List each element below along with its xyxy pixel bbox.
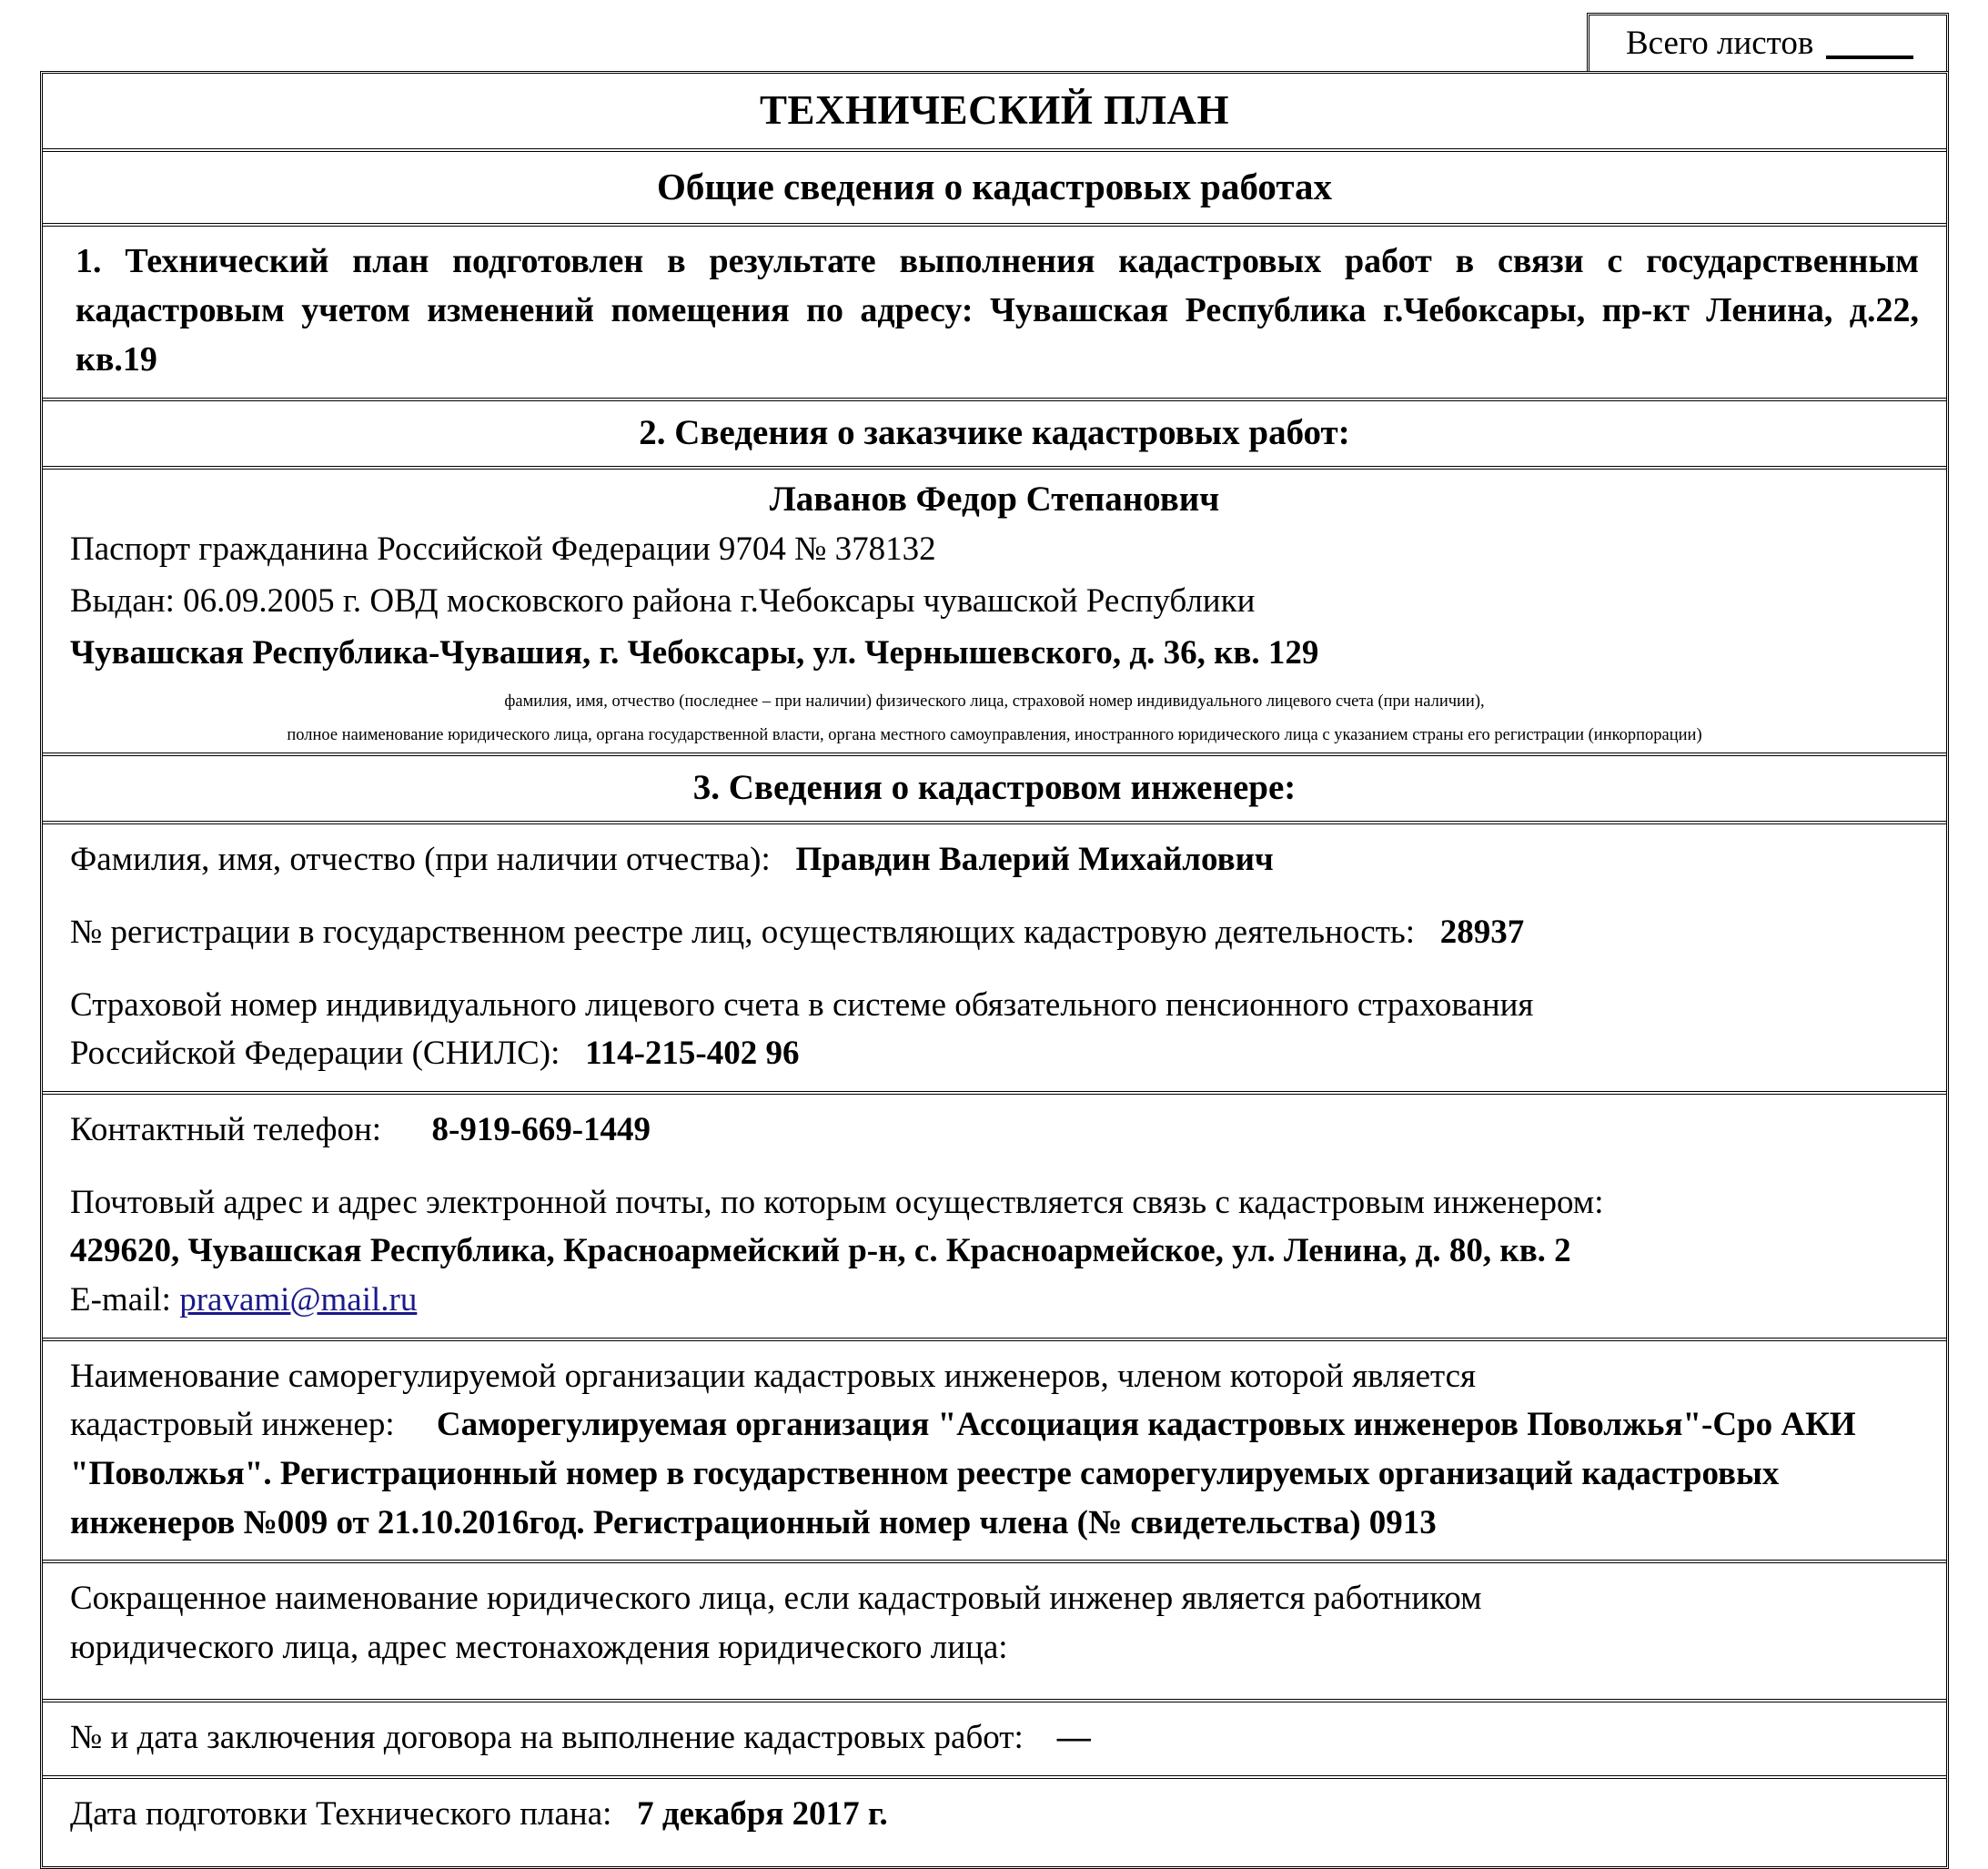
row-engineer-contacts <box>43 1095 1946 1341</box>
engineer-email-link[interactable]: pravami@mail.ru <box>179 1280 418 1318</box>
customer-note-line-2: полное наименование юридического лица, органа государственной власти, органа местного самоуправления, иностранного юридического лица с указанием страны его регистрации (инкорпорации) <box>287 726 1702 745</box>
engineer-postal-label: Почтовый адрес и адрес электронной почты, по которым осуществляется связь с кадастровым инженером: <box>70 1183 1604 1221</box>
engineer-fio-row <box>43 824 1946 897</box>
row-contract <box>43 1702 1946 1779</box>
engineer-registration-value: 28937 <box>1439 914 1525 952</box>
section-1-text: 1. Технический план подготовлен в результате выполнения кадастровых работ в связи с государственным кадастровым учетом изменений помещения по адресу: Чувашская Республика г.Чебоксары, пр-кт Ленина, д.22, кв.19 <box>76 242 1919 379</box>
document-subtitle: Общие сведения о кадастровых работах <box>656 166 1333 207</box>
preparation-date-row <box>43 1779 1946 1866</box>
contract-value: — <box>1056 1719 1091 1757</box>
engineer-fio-value: Правдин Валерий Михайлович <box>795 841 1274 879</box>
customer-note-line-1: фамилия, имя, отчество (последнее – при наличии) физического лица, страховой номер индивидуального лицевого счета (при наличии), <box>504 692 1485 711</box>
contract-label: № и дата заключения договора на выполнение кадастровых работ: <box>70 1719 1024 1757</box>
section-2-heading: 2. Сведения о заказчике кадастровых работ: <box>639 412 1350 452</box>
total-sheets-field <box>1587 13 1949 77</box>
engineer-postal-value: 429620, Чувашская Республика, Красноармейский р-н, с. Красноармейское, ул. Ленина, д. 80, кв. 2 <box>70 1232 1571 1270</box>
total-sheets-label: Всего листов <box>1626 25 1814 62</box>
engineer-registration-row <box>43 897 1946 970</box>
row-subtitle <box>43 152 1946 227</box>
engineer-snils-label-2: Российской Федерации (СНИЛС): <box>70 1035 560 1073</box>
total-sheets-blank[interactable] <box>1826 56 1913 59</box>
engineer-sro-value: Саморегулируемая организация "Ассоциация кадастровых инженеров Поволжья"-Сро АКИ "Поволжья". Регистрационный номер в государственном реестре саморегулируемых организаций кадастровых инженеров №009 от 21.10.2016год. Регистрационный номер члена (№ свидетельства) 0913 <box>70 1406 1856 1541</box>
row-preparation-date <box>43 1779 1946 1866</box>
legal-entity-label-2: юридического лица, адрес местонахождения юридического лица: <box>70 1628 1008 1666</box>
engineer-postal-row <box>43 1167 1946 1338</box>
engineer-sro-row <box>43 1341 1946 1561</box>
preparation-date-value: 7 декабря 2017 г. <box>637 1795 888 1834</box>
technical-plan-table <box>40 71 1949 1869</box>
engineer-snils-label-1: Страховой номер индивидуального лицевого счета в системе обязательного пенсионного страхования <box>70 985 1534 1024</box>
engineer-sro-label-1: Наименование саморегулируемой организации кадастровых инженеров, членом которой является <box>70 1357 1477 1395</box>
engineer-phone-value: 8-919-669-1449 <box>431 1111 651 1149</box>
row-engineer-identity <box>43 824 1946 1095</box>
legal-entity-row <box>43 1563 1946 1699</box>
row-title <box>43 74 1946 152</box>
row-section-1 <box>43 227 1946 401</box>
engineer-phone-row <box>43 1095 1946 1167</box>
section-3-heading: 3. Сведения о кадастровом инженере: <box>692 768 1297 808</box>
engineer-sro-label-2: кадастровый инженер: <box>70 1406 395 1444</box>
engineer-snils-row <box>43 970 1946 1091</box>
document-title: ТЕХНИЧЕСКИЙ ПЛАН <box>760 87 1229 133</box>
row-legal-entity <box>43 1563 1946 1702</box>
row-section-2-heading <box>43 401 1946 470</box>
customer-name: Лаванов Федор Степанович <box>769 479 1220 519</box>
engineer-snils-value: 114-215-402 96 <box>585 1035 800 1073</box>
contract-row <box>43 1702 1946 1775</box>
row-section-2-body <box>43 470 1946 757</box>
engineer-email-label: E-mail: <box>70 1280 171 1318</box>
engineer-registration-label: № регистрации в государственном реестре лиц, осуществляющих кадастровую деятельность: <box>70 914 1416 952</box>
engineer-fio-label: Фамилия, имя, отчество (при наличии отчества): <box>70 841 771 879</box>
row-engineer-sro <box>43 1341 1946 1564</box>
preparation-date-label: Дата подготовки Технического плана: <box>70 1795 612 1834</box>
total-sheets-box <box>1587 13 1949 77</box>
customer-passport: Паспорт гражданина Российской Федерации 9704 № 378132 <box>70 530 936 568</box>
row-section-3-heading <box>43 756 1946 824</box>
customer-address: Чувашская Республика-Чувашия, г. Чебоксары, ул. Чернышевского, д. 36, кв. 129 <box>70 634 1319 672</box>
legal-entity-label-1: Сокращенное наименование юридического лица, если кадастровый инженер является работником <box>70 1580 1482 1618</box>
engineer-phone-label: Контактный телефон: <box>70 1111 382 1149</box>
customer-passport-issued: Выдан: 06.09.2005 г. ОВД московского района г.Чебоксары чувашской Республики <box>70 582 1256 621</box>
